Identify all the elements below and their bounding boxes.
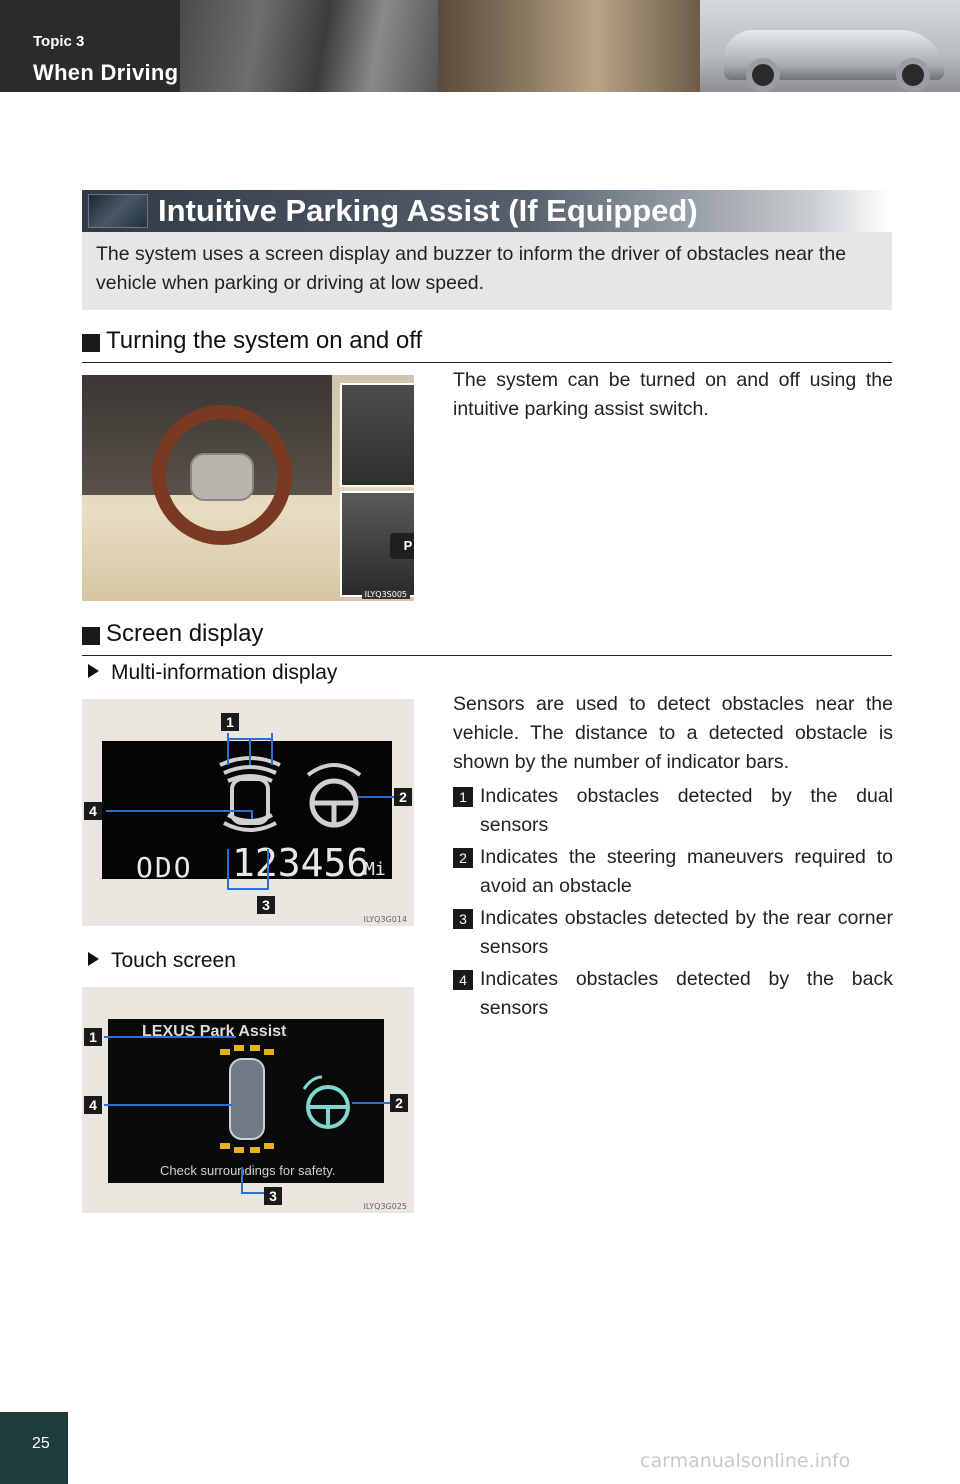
list-item [453,782,893,840]
square-bullet-icon [82,627,100,645]
triangle-bullet-icon [88,664,99,678]
banner-photo-interior [438,0,700,92]
parking-assist-switch: P [390,533,414,559]
odo-label: ODO [136,851,193,884]
car-wheel-icon [746,58,780,92]
list-item-text: Indicates obstacles detected by the back sensors [480,968,893,1019]
subheading-turning-text: Turning the system on and off [106,327,423,354]
callout-3: 3 [257,896,275,914]
list-item-number: 3 [453,909,473,929]
multi-info-display-text: Multi-information display [111,661,338,684]
callout-lines [82,987,414,1213]
callout-4: 4 [84,1096,102,1114]
callout-2: 2 [390,1094,408,1112]
touch-screen-image [82,987,414,1213]
intro-text: The system uses a screen display and buzzer to inform the driver of obstacles near the vehicle when parking or driving at low speed. [96,243,847,294]
car-wheel-icon [896,58,930,92]
touch-screen-text: Touch screen [111,949,236,972]
banner-photo-door [180,0,438,92]
triangle-bullet-icon [88,952,99,966]
section-header [82,190,890,232]
intro-box [82,232,892,310]
banner-photo-car [700,0,960,92]
turning-text: The system can be turned on and off using the intuitive parking assist switch. [453,369,893,420]
subheading-screen-display [82,618,892,656]
callout-3: 3 [264,1187,282,1205]
list-item-text: Indicates obstacles detected by the dual sensors [480,785,893,836]
section-title: Intuitive Parking Assist (If Equipped) [158,193,698,228]
list-item-text: Indicates obstacles detected by the rear corner sensors [480,907,893,958]
header-banner [0,0,960,92]
page-number: 25 [32,1435,50,1452]
list-item [453,965,893,1023]
red-arrow-icon [407,497,414,532]
topic-label: Topic 3 [33,33,85,50]
cockpit-image [82,375,414,601]
list-item [453,843,893,901]
section-header-icon [88,194,148,228]
callout-4: 4 [84,802,102,820]
subheading-turning [82,325,892,363]
callout-lines [82,699,414,926]
image-code: ILYQ3G014 [363,915,407,924]
touch-screen-footer: Check surroundings for safety. [160,1163,336,1178]
callout-1: 1 [84,1028,102,1046]
list-item [453,904,893,962]
list-item-number: 2 [453,848,473,868]
callout-1: 1 [221,713,239,731]
square-bullet-icon [82,334,100,352]
image-code: ILYQ3G025 [363,1202,407,1211]
touch-screen-title: LEXUS Park Assist [142,1023,287,1040]
callout-2: 2 [394,788,412,806]
list-item-number: 1 [453,787,473,807]
screen-display-description: Sensors are used to detect obstacles near the vehicle. The distance to a detected obstacle is shown by the number of indicator bars. [453,693,893,773]
steering-hub-graphic [190,453,254,501]
odo-unit: Mi [364,859,386,880]
watermark: carmanualsonline.info [640,1450,851,1472]
image-code: ILYQ3S005 [362,590,410,599]
list-item-text: Indicates the steering maneuvers required to avoid an obstacle [480,846,893,897]
switch-panel-inset [340,383,414,487]
multi-info-display-label [88,661,337,685]
chapter-title: When Driving [33,60,179,85]
subheading-screen-display-text: Screen display [106,620,264,647]
touch-screen-label [88,949,236,973]
switch-closeup-inset [340,491,414,597]
multi-info-display-image [82,699,414,926]
list-item-number: 4 [453,970,473,990]
odo-value: 123456 [232,841,370,885]
